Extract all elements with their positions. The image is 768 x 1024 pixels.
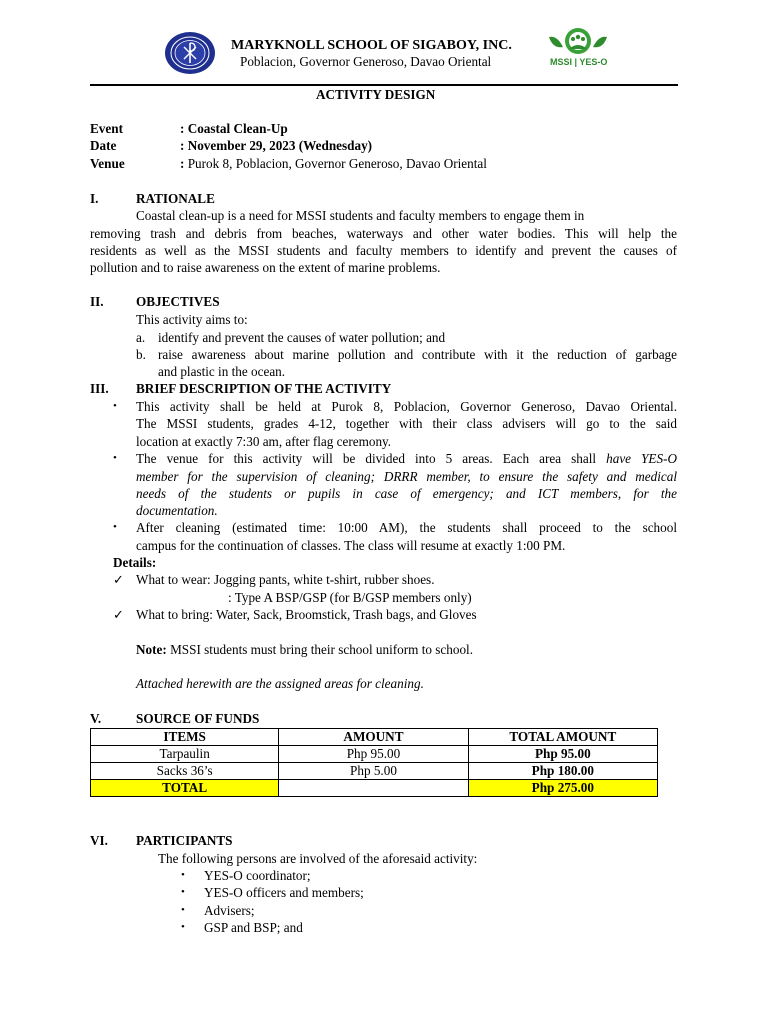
event-value: : Coastal Clean-Up — [180, 121, 288, 136]
participant-item: Advisers; — [204, 903, 255, 918]
column-header: TOTAL AMOUNT — [468, 729, 657, 746]
funds-heading: SOURCE OF FUNDS — [136, 711, 260, 726]
details-wear: What to wear: Jogging pants, white t-shirt, rubber shoes. — [136, 572, 435, 587]
bullet-icon: • — [181, 886, 185, 898]
table-total-row — [91, 780, 658, 797]
description-p3-line-1: After cleaning (estimated time: 10:00 AM), the students shall proceed to the school — [136, 520, 677, 535]
objective-b-line-1: raise awareness about marine pollution and contribute with it the reduction of garbage — [158, 347, 677, 362]
description-p1-line-3: location at exactly 7:30 am, after flag ceremony. — [136, 434, 392, 449]
rationale-line-2: removing trash and debris from beaches, waterways and other water bodies. This will help the — [90, 226, 677, 241]
section-number-5: V. — [90, 711, 102, 726]
school-name: MARYKNOLL SCHOOL OF SIGABOY, INC. — [231, 38, 512, 53]
objectives-heading: OBJECTIVES — [136, 294, 220, 309]
section-number-1: I. — [90, 191, 99, 206]
rationale-line-4: pollution and to raise awareness on the extent of marine problems. — [90, 260, 441, 275]
section-number-2: II. — [90, 294, 104, 309]
table-row — [91, 746, 658, 763]
column-header: ITEMS — [91, 729, 279, 746]
rationale-line-1: Coastal clean-up is a need for MSSI students and faculty members to engage them in — [136, 208, 585, 223]
table-row — [91, 763, 658, 780]
left-logo-seal — [164, 31, 216, 75]
participant-item: YES-O coordinator; — [204, 868, 311, 883]
section-number-6: VI. — [90, 833, 108, 848]
table-header-row — [91, 729, 658, 746]
details-bring: What to bring: Water, Sack, Broomstick, Trash bags, and Gloves — [136, 607, 477, 622]
table-cell: Php 95.00 — [468, 746, 657, 763]
header-divider — [90, 84, 678, 86]
description-heading: BRIEF DESCRIPTION OF THE ACTIVITY — [136, 381, 392, 396]
description-p2-line-3: needs of the students or pupils in case of emergency; and ICT members, for the — [136, 486, 677, 501]
note-label: Note: — [136, 642, 167, 657]
objective-a-text: identify and prevent the causes of water pollution; and — [158, 330, 446, 345]
venue-text: Purok 8, Poblacion, Governor Generoso, Davao Oriental — [184, 156, 487, 171]
description-p2-line-1 — [136, 451, 677, 467]
description-p2-line-4: documentation. — [136, 503, 218, 518]
rationale-line-3: residents as well as the MSSI students and faculty members to identify and prevent the causes of — [90, 243, 677, 258]
note-text: MSSI students must bring their school uniform to school. — [166, 642, 474, 657]
description-p3-line-2: campus for the continuation of classes. The class will resume at exactly 1:00 PM. — [136, 538, 566, 553]
participant-item: YES-O officers and members; — [204, 885, 364, 900]
total-value-cell: Php 275.00 — [468, 780, 657, 797]
description-p2-normal: The venue for this activity will be divided into 5 areas. Each area shall — [136, 451, 607, 466]
date-label: Date — [90, 138, 117, 153]
table-cell: Php 180.00 — [468, 763, 657, 780]
school-address: Poblacion, Governor Generoso, Davao Oriental — [240, 54, 492, 69]
objective-b-line-2: and plastic in the ocean. — [158, 364, 286, 379]
funds-table — [90, 728, 658, 797]
check-icon: ✓ — [113, 607, 125, 622]
document-title: ACTIVITY DESIGN — [316, 87, 436, 102]
objective-a-marker: a. — [136, 330, 146, 345]
bullet-icon: • — [113, 521, 117, 533]
event-label: Event — [90, 121, 123, 136]
details-wear-type: : Type A BSP/GSP (for B/GSP members only) — [228, 590, 472, 605]
venue-colon: : — [180, 156, 185, 171]
participants-heading: PARTICIPANTS — [136, 833, 233, 848]
right-logo-mssi-yeso — [545, 27, 611, 71]
table-cell: Php 95.00 — [279, 746, 468, 763]
description-p2-italic-start: have YES-O — [606, 451, 677, 466]
objective-b-marker: b. — [136, 347, 146, 362]
objectives-intro: This activity aims to: — [136, 312, 248, 327]
table-cell: Tarpaulin — [91, 746, 279, 763]
section-number-3: III. — [90, 381, 109, 396]
column-header: AMOUNT — [279, 729, 468, 746]
check-icon: ✓ — [113, 572, 125, 587]
description-p1-line-1: This activity shall be held at Purok 8, Poblacion, Governor Generoso, Davao Oriental. — [136, 399, 677, 414]
participants-intro: The following persons are involved of the aforesaid activity: — [158, 851, 478, 866]
table-cell: Php 5.00 — [279, 763, 468, 780]
bullet-icon: • — [113, 452, 117, 464]
total-amount-cell — [279, 780, 468, 797]
total-label-cell: TOTAL — [91, 780, 279, 797]
venue-value — [180, 156, 487, 172]
participant-item: GSP and BSP; and — [204, 920, 303, 935]
note — [136, 642, 473, 658]
date-value: : November 29, 2023 (Wednesday) — [180, 138, 373, 153]
details-label: Details: — [113, 555, 157, 570]
description-p2-line-2: member for the supervision of cleaning; DRRR member, to ensure the safety and medical — [136, 469, 677, 484]
venue-label: Venue — [90, 156, 125, 171]
bullet-icon: • — [181, 904, 185, 916]
bullet-icon: • — [181, 869, 185, 881]
attached-note: Attached herewith are the assigned areas for cleaning. — [136, 676, 424, 691]
right-logo-text: MSSI | YES-O — [550, 57, 608, 67]
rationale-heading: RATIONALE — [136, 191, 215, 206]
table-cell: Sacks 36’s — [91, 763, 279, 780]
bullet-icon: • — [181, 921, 185, 933]
description-p1-line-2: The MSSI students, grades 4-12, together with their class advisers will go to the said — [136, 416, 677, 431]
bullet-icon: • — [113, 400, 117, 412]
